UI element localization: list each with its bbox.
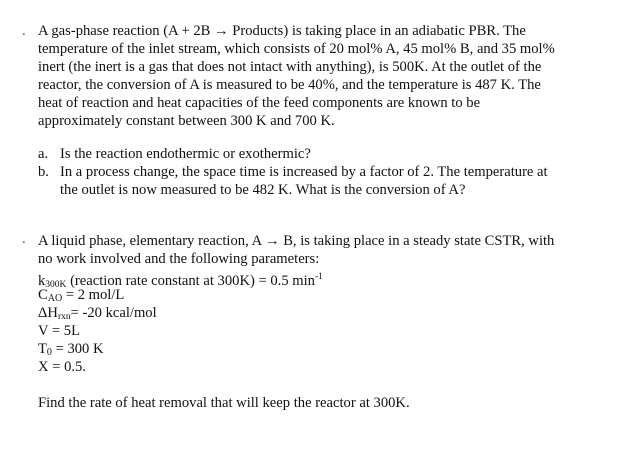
part-line: In a process change, the space time is increased by a factor of 2. The temperature at	[60, 164, 548, 180]
problem-2-number: .	[22, 231, 26, 247]
problem-2-question	[38, 394, 613, 412]
problem-2-statement	[38, 232, 613, 268]
part-text	[60, 163, 620, 199]
param-heat-of-reaction: ΔHrxn= -20 kcal/mol	[38, 305, 157, 322]
param-volume: V = 5L	[38, 323, 81, 339]
statement-line: approximately constant between 300 K and 700 K.	[38, 113, 335, 129]
param-initial-concentration: CAO = 2 mol/L	[38, 287, 125, 304]
question-line: Find the rate of heat removal that will keep the reactor at 300K.	[38, 395, 410, 411]
part-letter: a.	[38, 146, 49, 162]
statement-line: A liquid phase, elementary reaction, A → B, is taking place in a steady state CSTR, with	[38, 233, 555, 249]
statement-line: reactor, the conversion of A is measured to be 40%, and the temperature is 487 K. The	[38, 77, 541, 93]
statement-line: no work involved and the following parameters:	[38, 251, 320, 267]
problem-1-statement	[38, 22, 613, 130]
param-conversion: X = 0.5.	[38, 359, 86, 375]
statement-line: A gas-phase reaction (A + 2B → Products) is taking place in an adiabatic PBR. The	[38, 23, 526, 39]
param-initial-temperature: T0 = 300 K	[38, 341, 104, 358]
statement-line: temperature of the inlet stream, which consists of 20 mol% A, 45 mol% B, and 35 mol%	[38, 41, 555, 57]
part-text	[60, 145, 620, 163]
part-line: the outlet is now measured to be 482 K. What is the conversion of A?	[60, 182, 466, 198]
statement-line: heat of reaction and heat capacities of the feed components are known to be	[38, 95, 481, 111]
statement-line: inert (the inert is a gas that does not intact with anything), is 500K. At the outlet of the	[38, 59, 542, 75]
problem-1-number: .	[22, 23, 26, 39]
part-line: Is the reaction endothermic or exothermic?	[60, 146, 311, 162]
part-letter: b.	[38, 164, 49, 180]
param-rate-constant: k300K (reaction rate constant at 300K) = 0.5 $\min^{-1}$	[38, 272, 323, 290]
